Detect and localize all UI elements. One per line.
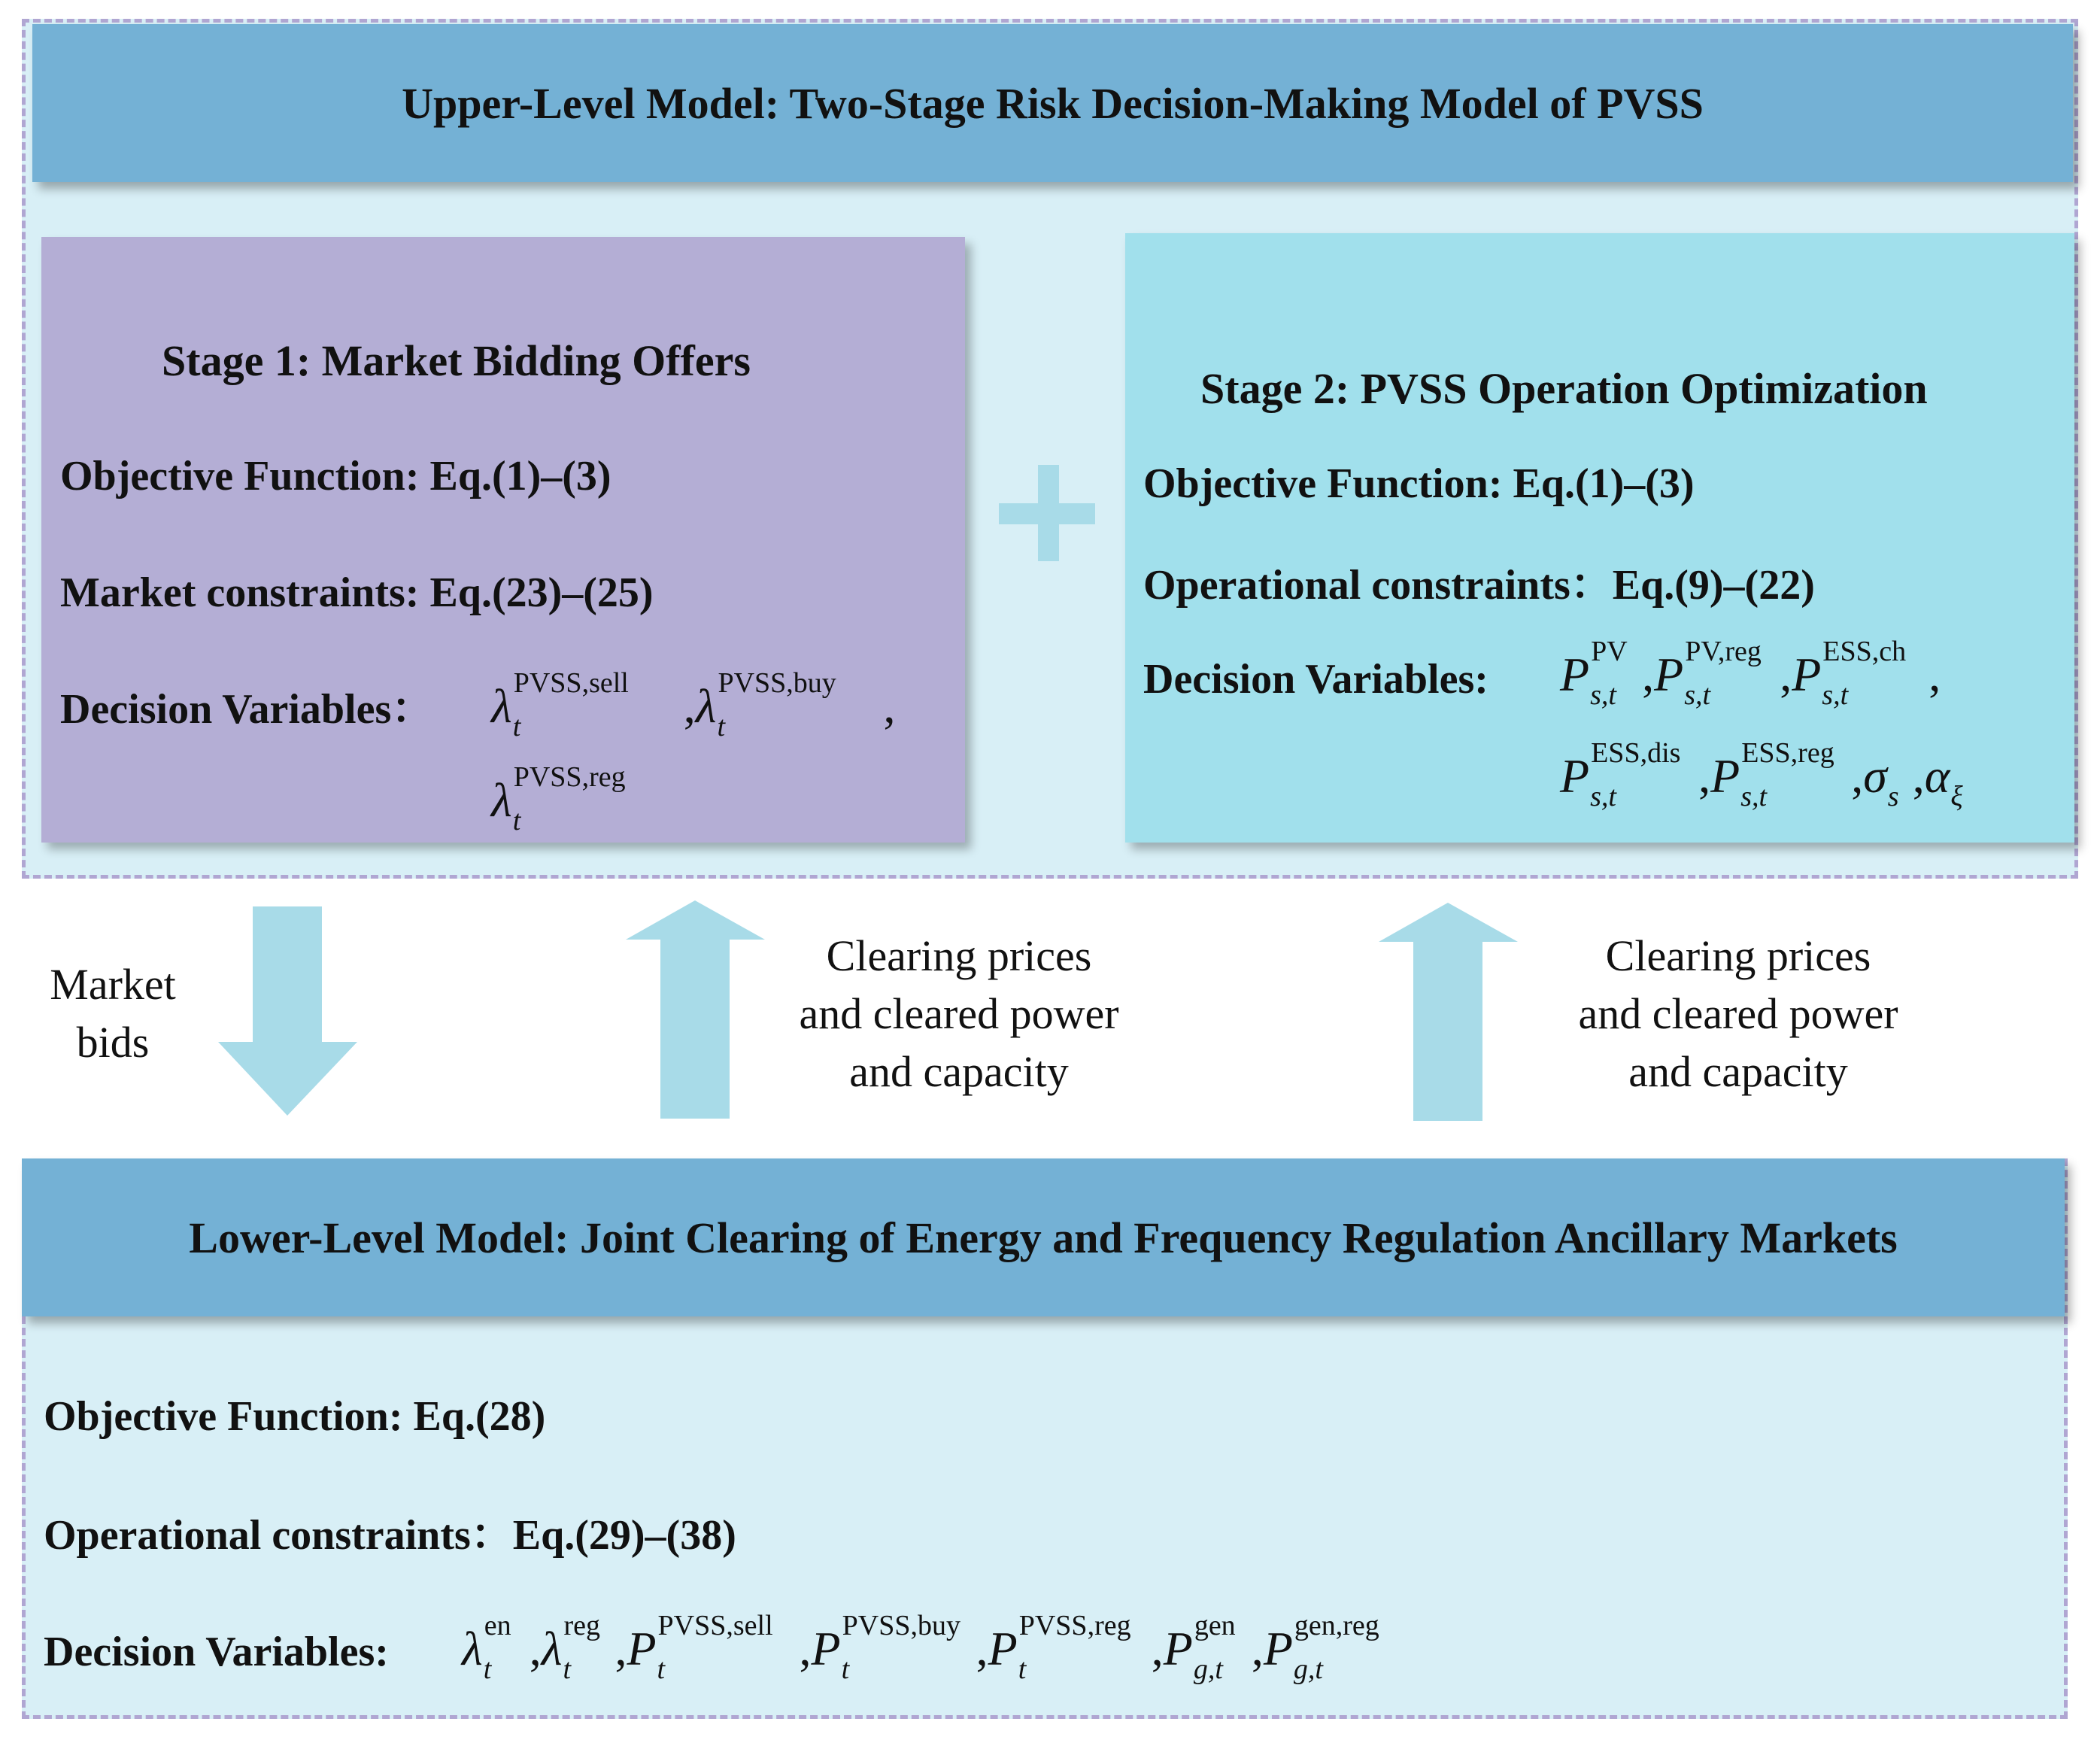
- stage1-title: Stage 1: Market Bidding Offers: [162, 336, 751, 385]
- plus-icon: [999, 465, 1097, 563]
- down-arrow-icon: [218, 906, 357, 1117]
- stage1-box: [41, 237, 965, 843]
- up-arrow-icon-2: [1379, 903, 1518, 1121]
- clearing-prices-label-1: [775, 927, 1143, 1101]
- var-p-pvss-sell: P PVSS,sell t: [627, 1610, 773, 1685]
- lower-level-header: [22, 1158, 2065, 1316]
- stage1-variables-line1: λ PVSS,sell t ,λ PVSS,buy t ,: [491, 667, 896, 742]
- market-bids-line1: Market: [50, 960, 176, 1009]
- var-p-ess-dis: P ESS,dis s,t: [1560, 737, 1681, 812]
- var-p-pvss-reg: P PVSS,reg t: [988, 1610, 1131, 1685]
- clearing-label-2-line1: Clearing prices: [1605, 931, 1871, 980]
- var-lambda-pvss-sell: λ PVSS,sell t: [491, 667, 629, 742]
- lower-constraints: Operational constraints：Eq.(29)–(38): [44, 1512, 736, 1559]
- clearing-prices-label-2: [1554, 927, 1922, 1101]
- var-p-gen-reg: P gen,reg g,t: [1263, 1610, 1379, 1685]
- var-lambda-pvss-reg: λ PVSS,reg t: [491, 761, 626, 837]
- lower-variables: λ en t ,λ reg t ,P PVSS,sell t ,P PVSS,buy t ,P PVSS,reg t ,P gen g,t ,P gen,reg g,t: [462, 1610, 1379, 1685]
- up-arrow-icon-1: [626, 900, 765, 1119]
- var-lambda-en: λ en t: [462, 1610, 511, 1685]
- var-sigma: σ s: [1863, 749, 1899, 812]
- var-alpha: α ξ: [1924, 749, 1963, 812]
- clearing-label-2-line3: and capacity: [1628, 1047, 1848, 1096]
- market-bids-label: [30, 955, 196, 1071]
- var-p-ess-ch: P ESS,ch s,t: [1792, 636, 1907, 711]
- var-lambda-pvss-buy: λ PVSS,buy t: [695, 667, 836, 742]
- var-p-ess-reg: P ESS,reg s,t: [1710, 737, 1834, 812]
- stage1-decision-label: Decision Variables：: [60, 686, 434, 733]
- stage2-objective: Objective Function: Eq.(1)–(3): [1143, 460, 1695, 507]
- var-lambda-reg: λ reg t: [541, 1610, 600, 1685]
- stage2-variables-line1: P PV s,t ,P PV,reg s,t ,P ESS,ch s,t ,: [1560, 636, 1941, 711]
- stage1-objective: Objective Function: Eq.(1)–(3): [60, 453, 611, 499]
- var-p-pvss-buy: P PVSS,buy t: [811, 1610, 960, 1685]
- var-p-pv: P PV s,t: [1560, 636, 1628, 711]
- upper-level-header: [32, 24, 2073, 182]
- clearing-label-2-line2: and cleared power: [1578, 989, 1898, 1038]
- lower-level-title: Lower-Level Model: Joint Clearing of Energy and Frequency Regulation Ancillary Markets: [189, 1213, 1898, 1262]
- clearing-label-1-line2: and cleared power: [799, 989, 1119, 1038]
- clearing-label-1-line1: Clearing prices: [826, 931, 1092, 980]
- lower-objective: Objective Function: Eq.(28): [44, 1393, 546, 1440]
- var-p-gen: P gen g,t: [1163, 1610, 1236, 1685]
- market-bids-line2: bids: [76, 1018, 150, 1067]
- stage2-decision-label: Decision Variables:: [1143, 656, 1489, 703]
- lower-decision-label: Decision Variables:: [44, 1629, 389, 1675]
- stage1-constraints: Market constraints: Eq.(23)–(25): [60, 569, 654, 616]
- stage2-constraints: Operational constraints：Eq.(9)–(22): [1143, 562, 1815, 609]
- stage2-variables-line2: P ESS,dis s,t ,P ESS,reg s,t ,σ s ,α ξ: [1560, 737, 1963, 812]
- stage2-box: [1125, 233, 2074, 843]
- stage1-variables-line2: [491, 761, 626, 837]
- upper-level-title: Upper-Level Model: Two-Stage Risk Decision-Making Model of PVSS: [402, 78, 1704, 128]
- clearing-label-1-line3: and capacity: [849, 1047, 1069, 1096]
- stage2-title: Stage 2: PVSS Operation Optimization: [1200, 364, 1928, 413]
- var-p-pv-reg: P PV,reg s,t: [1654, 636, 1762, 711]
